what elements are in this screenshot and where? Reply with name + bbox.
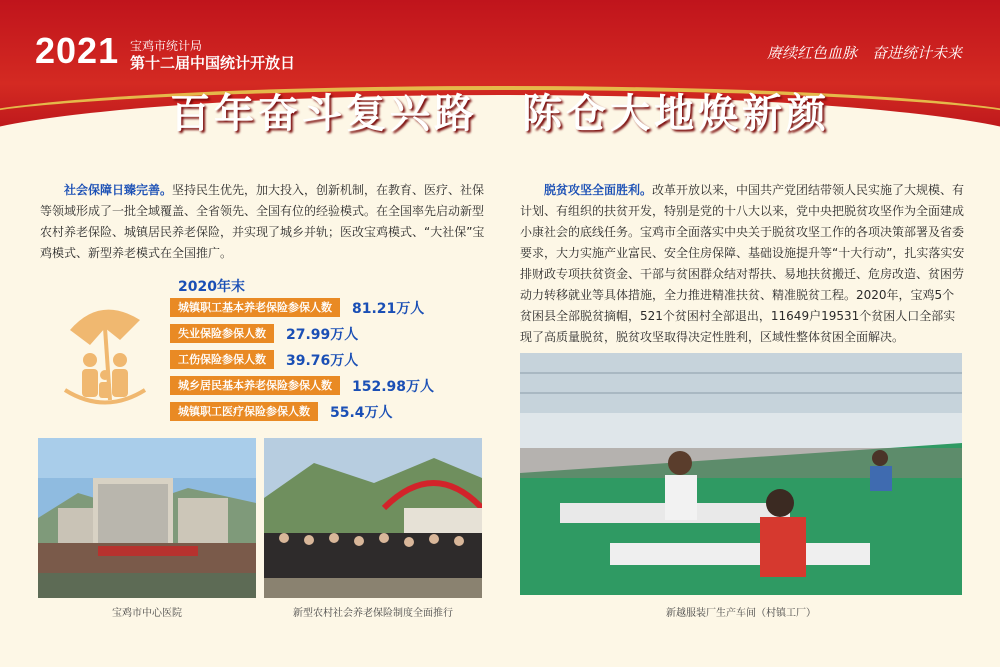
left-lead: 社会保障日臻完善。 [64,183,173,197]
factory-caption: 新越服装厂生产车间（村镇工厂） [666,608,816,619]
stat-value: 27.99万人 [286,326,359,343]
stat-label: 失业保险参保人数 [170,324,274,343]
stat-row [170,298,424,317]
poverty-alleviation-paragraph [520,180,965,348]
stat-label: 城镇职工基本养老保险参保人数 [170,298,340,317]
stat-row [170,376,434,395]
hospital-photo [38,438,256,598]
year-label: 2020年末 [178,279,245,295]
stat-row [170,350,358,369]
header-slogan: 赓续红色血脉 奋进统计未来 [766,44,962,62]
ceremony-photo [264,438,482,598]
stat-label: 城镇职工医疗保险参保人数 [170,402,318,421]
factory-photo [520,353,962,595]
logo-org: 宝鸡市统计局 [130,39,203,53]
stat-label: 工伤保险参保人数 [170,350,274,369]
stat-value: 55.4万人 [330,404,393,421]
right-body: 改革开放以来，中国共产党团结带领人民实施了大规模、有计划、有组织的扶贫开发，特别是党的十八大以来，党中央把脱贫攻坚作为全面建成小康社会的底线任务。宝鸡市全面落实中央关于脱贫攻坚工作的各项决策部署及省委要求，大力实施产业富民、安全住房保障、基础设施提升等“十大行动”，扎实落实安排财政专项扶贫资金、干部与贫困群众结对帮扶、易地扶贫搬迁、危房改造、贫困劳动力转移就业等具体措施，全力推进精准扶贫、精准脱贫工程。2020年，宝鸡5个贫困县全部脱贫摘帽，521个贫困村全部退出，11649户19531个贫困人口全部实现了高质量脱贫，脱贫攻坚取得决定性胜利，区域性整体贫困全面解决。 [520,183,965,344]
left-body: 坚持民生优先，加大投入，创新机制，在教育、医疗、社保等领域形成了一批全域覆盖、全省领先、全国有位的经验模式。在全国率先启动新型农村养老保险、城镇居民养老保险，并实现了城乡并轨；医改宝鸡模式、“大社保”宝鸡模式、新型养老模式在全国推广。 [40,183,485,260]
stat-value: 81.21万人 [352,300,425,317]
stat-label: 城乡居民基本养老保险参保人数 [170,376,340,395]
page-title: 百年奋斗复兴路 陈仓大地焕新颜 [170,90,830,137]
stat-value: 152.98万人 [352,378,435,395]
logo-year: 2021 [35,30,120,71]
logo-event: 第十二届中国统计开放日 [130,54,296,72]
ceremony-caption: 新型农村社会养老保险制度全面推行 [293,608,453,619]
umbrella-family-icon [60,300,150,410]
stat-value: 39.76万人 [286,352,359,369]
right-lead: 脱贫攻坚全面胜利。 [544,183,653,197]
stat-row [170,324,358,343]
social-security-paragraph [40,180,490,264]
hospital-caption: 宝鸡市中心医院 [112,608,182,619]
stat-row [170,402,393,421]
